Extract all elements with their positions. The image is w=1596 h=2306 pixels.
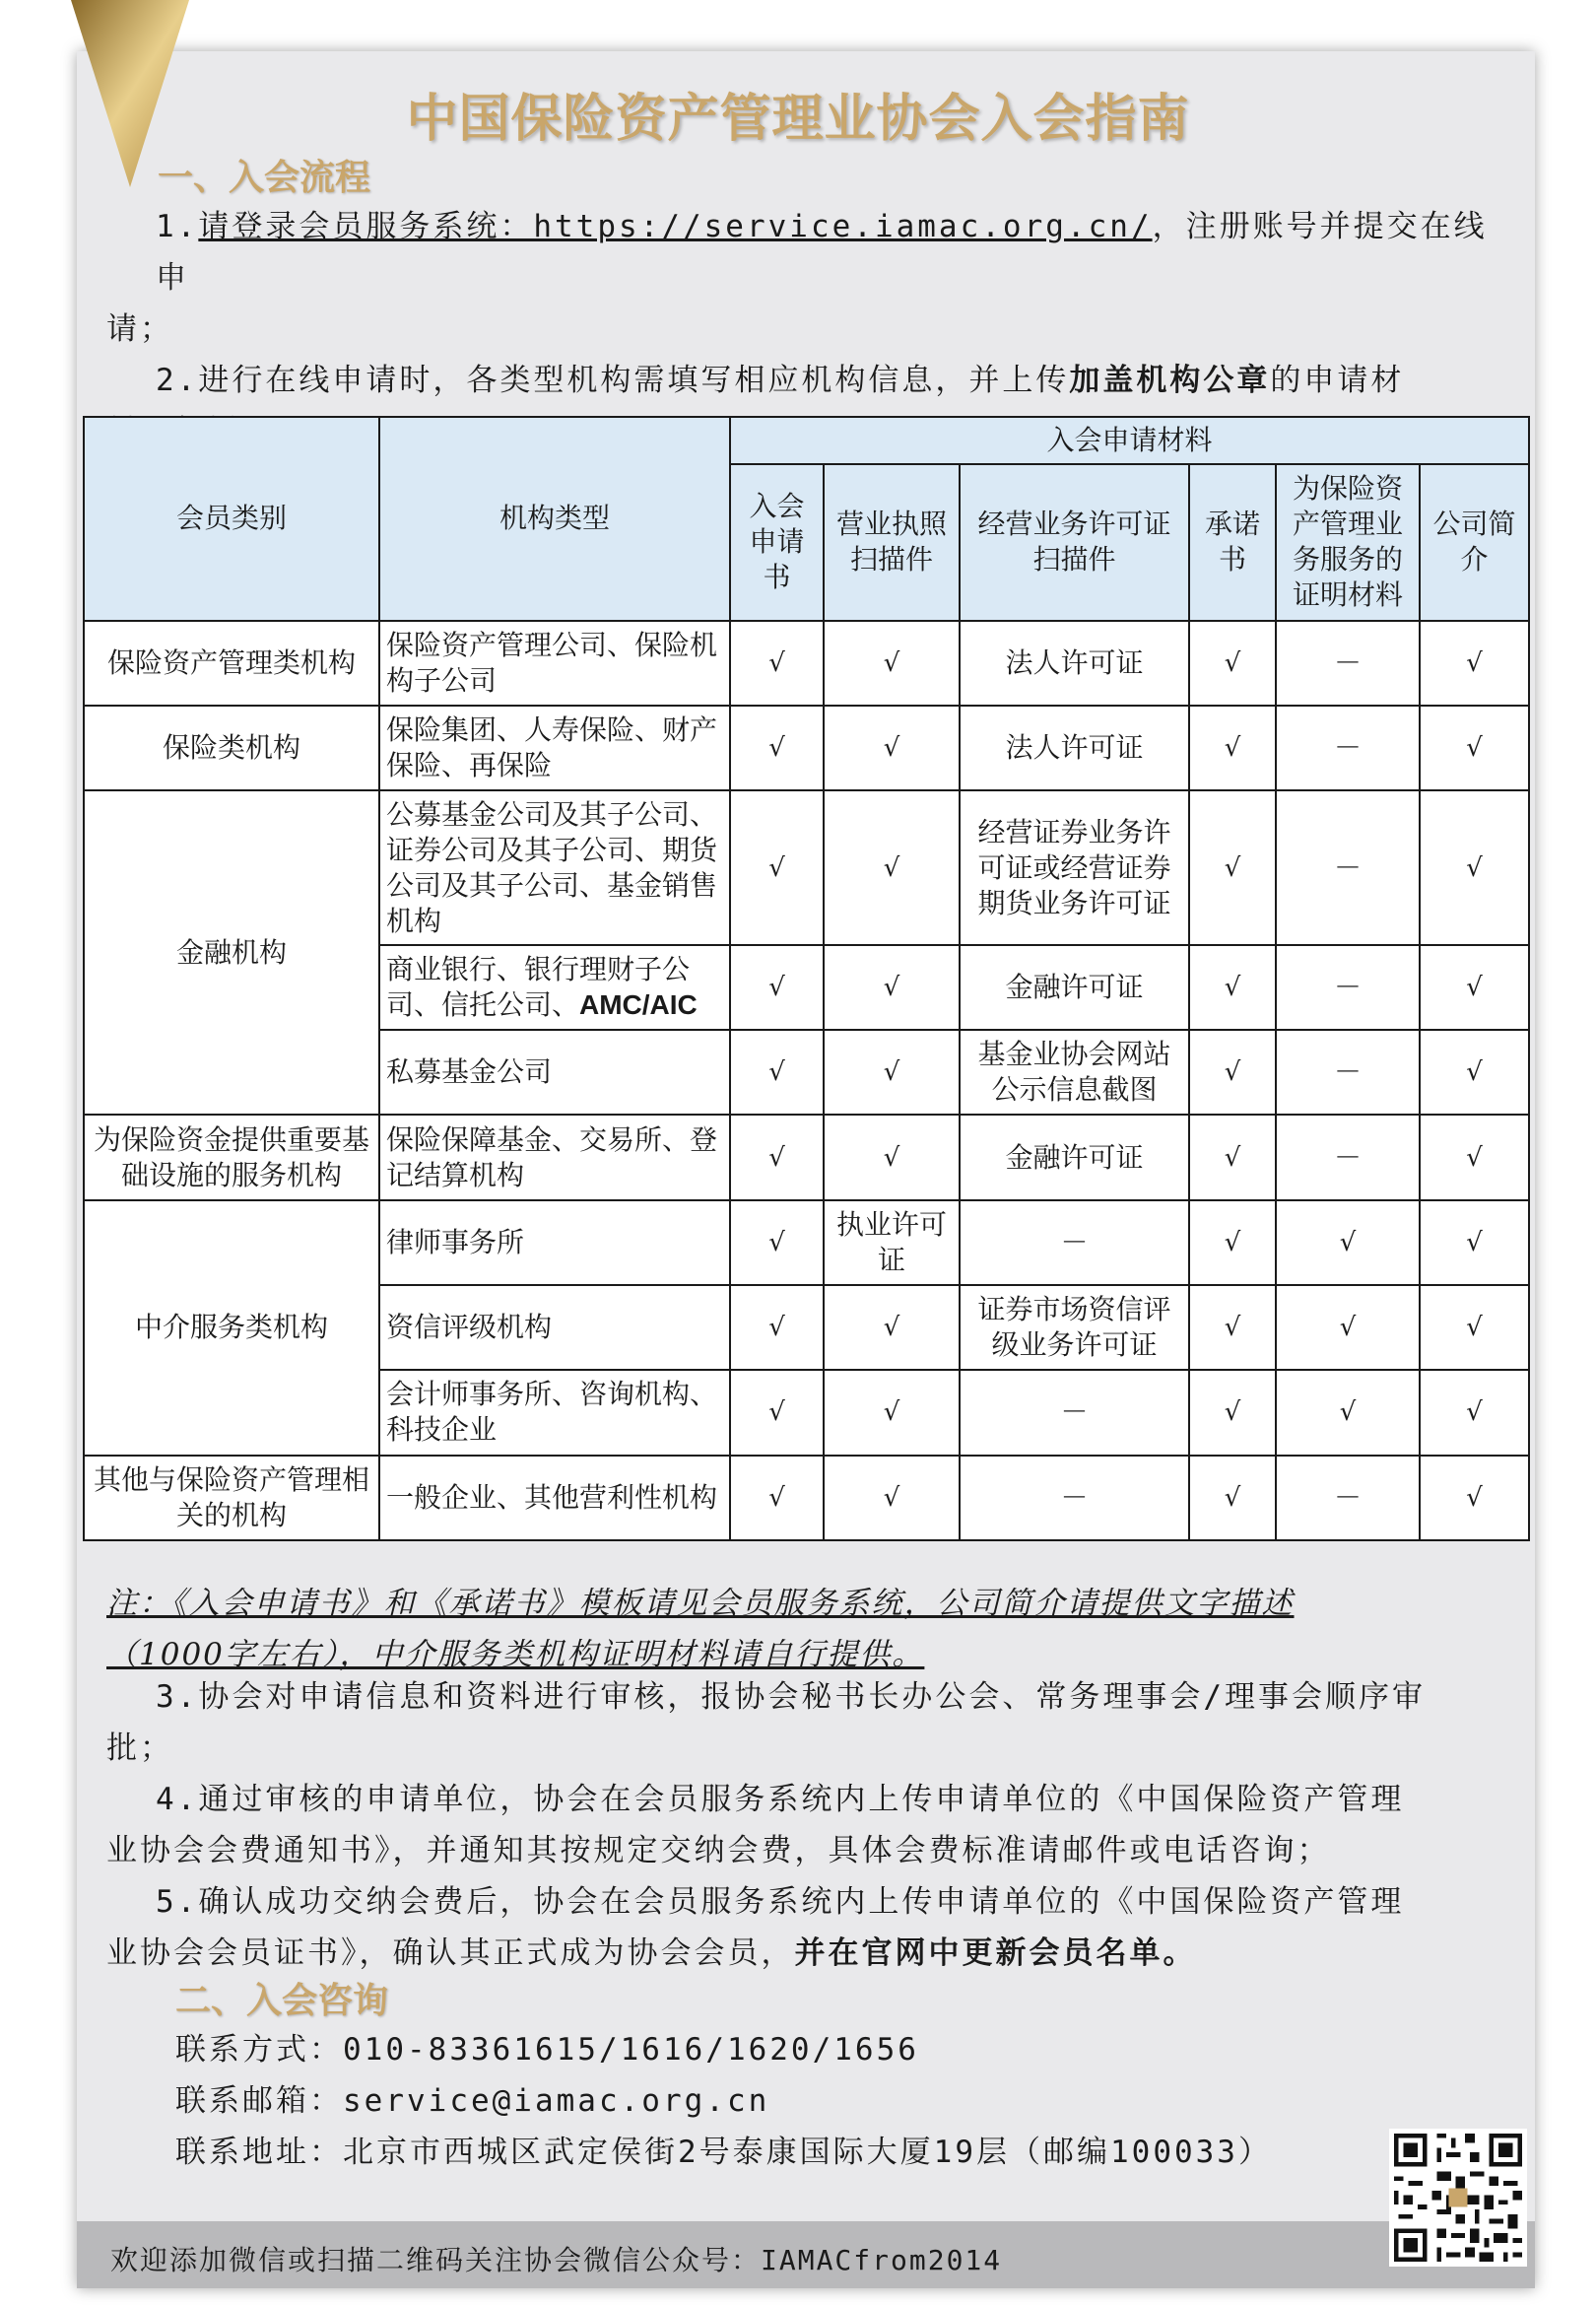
table-note: 注：《入会申请书》和《承诺书》模板请见会员服务系统，公司简介请提供文字描述 （1000字左右），中介服务类机构证明材料请自行提供。 [106,1586,1295,1672]
wechat-qr-code[interactable] [1389,2129,1527,2267]
subheader: 经营业务许可证扫描件 [960,464,1189,621]
table-row: 中介服务类机构 律师事务所 √ 执业许可证 － √ √ √ [84,1200,1529,1285]
subheader: 营业执照扫描件 [824,464,960,621]
contact-phone: 联系方式：010-83361615/1616/1620/1656 [175,2032,919,2068]
steps-1-2: 1.请登录会员服务系统：https://service.iamac.org.cn/，注册账号并提交在线申 请； 2.进行在线申请时，各类型机构需填写相应机构信息，并上传加盖机构公章的申请材 [106,209,1488,398]
header-member-category: 会员类别 [84,417,379,621]
page-title: 中国保险资产管理业协会入会指南 [406,90,1190,149]
subheader: 入会申请书 [730,464,824,621]
steps-3-5: 3.协会对申请信息和资料进行审核，报协会秘书长办公会、常务理事会/理事会顺序审 批； 4.通过审核的申请单位，协会在会员服务系统内上传申请单位的《中国保险资产管理 业协会会费通知书》，并通知其按规定交纳会费，具体会费标准请邮件或电话咨询； 5.确认成功交纳会费后，协会在会员服务系统内上传申请单位的《中国保险资产管理 业协会会员证书》，确认其正式成为协会会员，并在官网中更新会员名单。 [106,1679,1426,1971]
table-row: 其他与保险资产管理相关的机构 一般企业、其他营利性机构 √ √ － √ － √ [84,1456,1529,1540]
header-org-type: 机构类型 [379,417,730,621]
table-row: 资信评级机构 √ √ 证券市场资信评级业务许可证 √ √ √ [84,1285,1529,1370]
subheader: 公司简介 [1420,464,1529,621]
table-row: 商业银行、银行理财子公司、信托公司、AMC/AIC √ √ 金融许可证 √ － √ [84,945,1529,1030]
section-heading-process: 一、入会流程 [158,158,371,198]
table-row: 保险类机构 保险集团、人寿保险、财产保险、再保险 √ √ 法人许可证 √ － √ [84,706,1529,790]
contact-email: 联系邮箱：service@iamac.org.cn [175,2083,770,2119]
section-heading-consult: 二、入会咨询 [175,1981,389,2021]
subheader: 为保险资产管理业务服务的证明材料 [1276,464,1420,621]
service-link[interactable]: 请登录会员服务系统：https://service.iamac.org.cn/ [198,209,1153,244]
table-row: 保险资产管理类机构 保险资产管理公司、保险机构子公司 √ √ 法人许可证 √ － √ [84,621,1529,706]
table-row: 私募基金公司 √ √ 基金业协会网站公示信息截图 √ － √ [84,1030,1529,1115]
footer-wechat-text: 欢迎添加微信或扫描二维码关注协会微信公众号：IAMACfrom2014 [110,2244,1003,2276]
requirements-table [83,416,1530,1541]
header-materials: 入会申请材料 [730,417,1529,464]
table-row: 为保险资金提供重要基础设施的服务机构 保险保障基金、交易所、登记结算机构 √ √ 金融许可证 √ － √ [84,1115,1529,1199]
contact-address: 联系地址：北京市西城区武定侯街2号泰康国际大厦19层（邮编100033） [175,2135,1272,2170]
table-row: 金融机构 公募基金公司及其子公司、证券公司及其子公司、期货公司及其子公司、基金销售机构 √ √ 经营证券业务许可证或经营证券期货业务许可证 √ － √ [84,790,1529,945]
subheader: 承诺书 [1189,464,1276,621]
table-row: 会计师事务所、咨询机构、科技企业 √ √ － √ √ √ [84,1370,1529,1455]
